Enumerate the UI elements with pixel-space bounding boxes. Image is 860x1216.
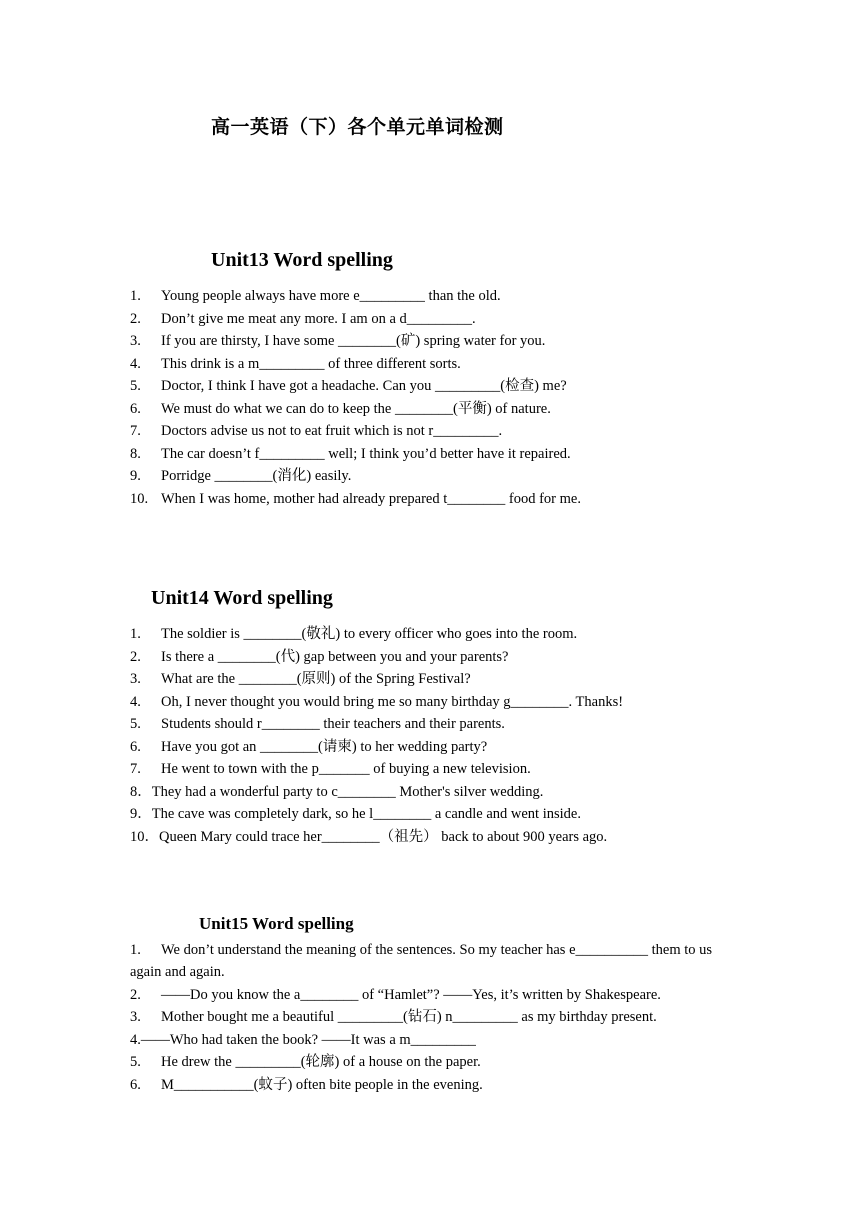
question-text: Doctor, I think I have got a headache. Can you _________(检查) me? [161, 378, 567, 394]
question-text: We must do what we can do to keep the ________(平衡) of nature. [161, 401, 551, 417]
question-number: 4. [130, 694, 141, 710]
question-number: 10. [130, 491, 149, 507]
question-text: ——Who had taken the book? ——It was a m_________ [140, 1032, 476, 1048]
unit13-heading: Unit13 Word spelling [211, 249, 393, 271]
question-number: 5. [130, 716, 141, 732]
question-text: This drink is a m_________ of three different sorts. [161, 356, 461, 372]
question-item [130, 939, 734, 983]
question-number: 3. [130, 671, 141, 687]
question-text: Porridge ________(消化) easily. [161, 468, 352, 484]
question-text: He went to town with the p_______ of buying a new television. [161, 761, 531, 777]
question-number: 6. [130, 401, 141, 417]
question-text: They had a wonderful party to c________ Mother's silver wedding. [151, 784, 544, 800]
question-text: We don’t understand the meaning of the sentences. So my teacher has e__________ them to us again and again. [130, 942, 713, 980]
question-number: 9． [130, 806, 152, 822]
question-text: ——Do you know the a________ of “Hamlet”? ——Yes, it’s written by Shakespeare. [161, 987, 661, 1003]
question-number: 2. [130, 987, 141, 1003]
question-number: 3. [130, 1009, 141, 1025]
question-number: 7. [130, 423, 141, 439]
question-text: Young people always have more e_________ than the old. [161, 288, 501, 304]
question-number: 1. [130, 942, 141, 958]
question-text: Mother bought me a beautiful _________(钻石) n_________ as my birthday present. [161, 1009, 657, 1025]
unit15-heading: Unit15 Word spelling [199, 914, 354, 933]
question-item [130, 827, 607, 847]
question-text: Students should r________ their teachers and their parents. [161, 716, 505, 732]
question-text: Don’t give me meat any more. I am on a d_________. [161, 311, 476, 327]
question-number: 1. [130, 288, 141, 304]
unit14-heading: Unit14 Word spelling [151, 587, 333, 609]
question-text: Have you got an ________(请柬) to her wedding party? [161, 739, 488, 755]
question-item [130, 782, 543, 802]
question-text: If you are thirsty, I have some ________(矿) spring water for you. [161, 333, 546, 349]
question-number: 5. [130, 1054, 141, 1070]
question-number: 8. [130, 446, 141, 462]
question-number: 3. [130, 333, 141, 349]
question-text: Doctors advise us not to eat fruit which is not r_________. [161, 423, 503, 439]
question-text: The soldier is ________(敬礼) to every officer who goes into the room. [161, 626, 578, 642]
question-number: 7. [130, 761, 141, 777]
question-number: 10． [130, 829, 159, 845]
question-text: What are the ________(原则) of the Spring Festival? [161, 671, 471, 687]
question-text: Is there a ________(代) gap between you and your parents? [161, 649, 509, 665]
question-text: He drew the _________(轮廓) of a house on the paper. [161, 1054, 481, 1070]
question-number: 1. [130, 626, 141, 642]
question-item [130, 1030, 476, 1050]
question-number: 6. [130, 739, 141, 755]
question-number: 2. [130, 311, 141, 327]
question-text: Queen Mary could trace her________（祖先） back to about 900 years ago. [159, 829, 608, 845]
question-number: 8． [130, 784, 152, 800]
question-text: M___________(蚊子) often bite people in the evening. [161, 1077, 483, 1093]
question-item [130, 804, 581, 824]
question-number: 5. [130, 378, 141, 394]
question-text: Oh, I never thought you would bring me so many birthday g________. Thanks! [161, 694, 624, 710]
question-number: 4. [130, 356, 141, 372]
question-text: When I was home, mother had already prepared t________ food for me. [161, 491, 581, 507]
question-text: The car doesn’t f_________ well; I think you’d better have it repaired. [161, 446, 571, 462]
question-number: 2. [130, 649, 141, 665]
question-text: The cave was completely dark, so he l________ a candle and went inside. [151, 806, 581, 822]
question-number: 4. [130, 1032, 141, 1048]
question-number: 9. [130, 468, 141, 484]
question-number: 6. [130, 1077, 141, 1093]
page-title: 高一英语（下）各个单元单词检测 [211, 116, 504, 138]
